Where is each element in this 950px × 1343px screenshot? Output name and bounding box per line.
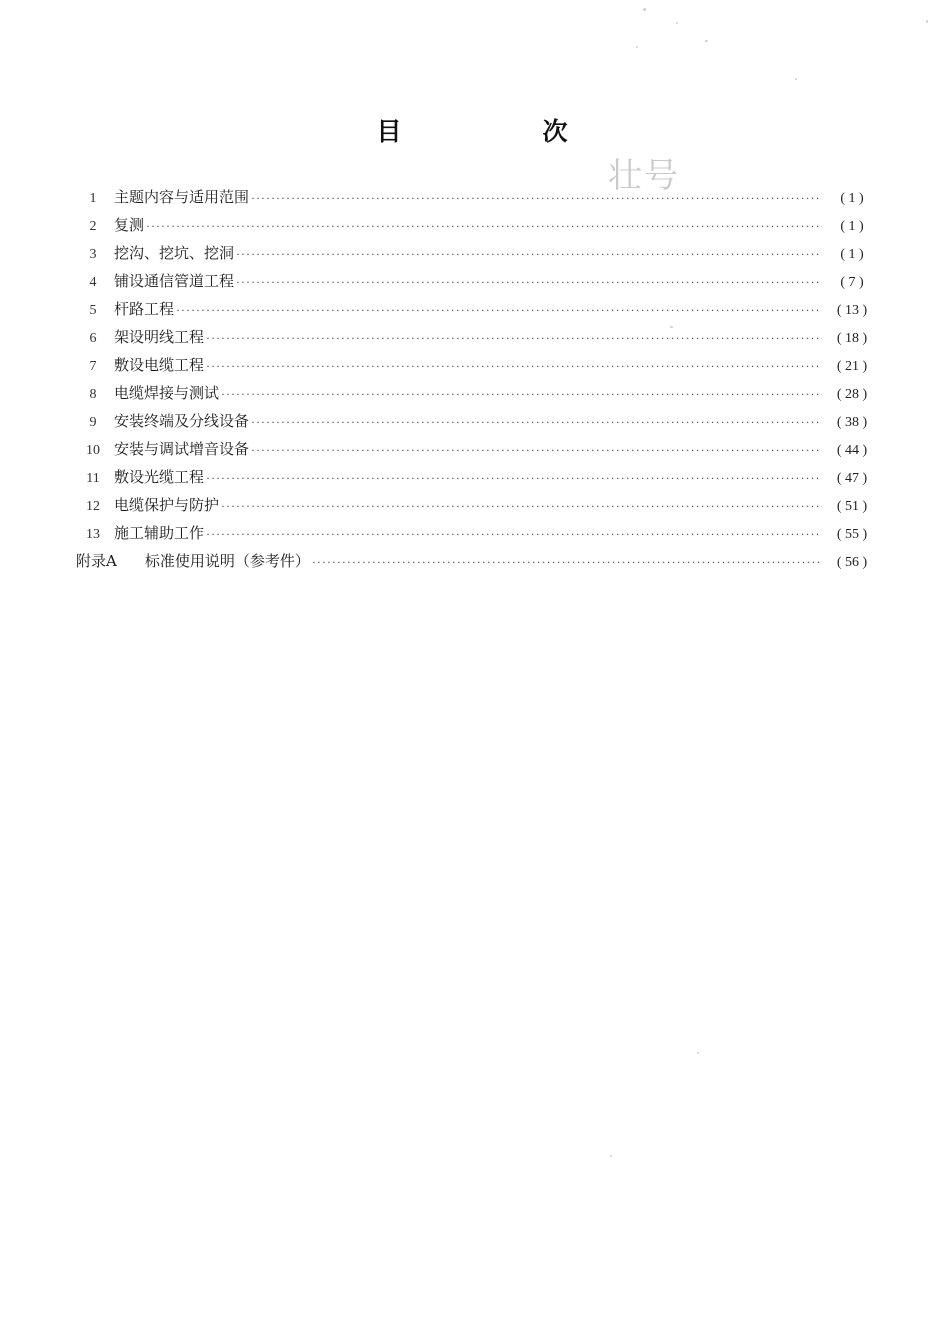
- toc-entry[interactable]: [72, 183, 878, 211]
- toc-entry-page: ( 47 ): [836, 471, 868, 486]
- table-of-contents: [72, 183, 878, 575]
- scan-speck: [926, 20, 928, 23]
- toc-entry-page: ( 38 ): [836, 415, 868, 430]
- toc-entry-number: 9: [89, 415, 97, 430]
- faded-stamp: 壮号: [608, 156, 680, 196]
- dot-leader: [236, 240, 822, 268]
- scan-speck: [670, 326, 673, 328]
- toc-entry[interactable]: [72, 519, 878, 547]
- toc-entry-number: 4: [89, 275, 97, 290]
- toc-entry-number: 2: [89, 219, 97, 234]
- toc-entry-page: ( 1 ): [840, 247, 864, 262]
- toc-entry-title: 电缆焊接与测试: [114, 384, 220, 402]
- dot-leader: [176, 296, 822, 324]
- scan-speck: [697, 1052, 699, 1054]
- dot-leader: [221, 492, 822, 520]
- toc-entry-page: ( 13 ): [836, 303, 868, 318]
- toc-entry-number: 6: [89, 331, 97, 346]
- toc-entry-title: 施工辅助工作: [114, 524, 205, 542]
- toc-entry-page: ( 55 ): [836, 527, 868, 542]
- toc-entry-page: ( 18 ): [836, 331, 868, 346]
- scan-speck: [676, 22, 678, 24]
- toc-entry[interactable]: [72, 351, 878, 379]
- toc-entry-page: ( 7 ): [840, 275, 864, 290]
- toc-entry-page: ( 21 ): [836, 359, 868, 374]
- toc-entry-number: 3: [89, 247, 97, 262]
- toc-entry[interactable]: [72, 267, 878, 295]
- dot-leader: [236, 268, 822, 296]
- page-title: 目 次: [376, 117, 626, 146]
- toc-entry-page: ( 56 ): [836, 555, 868, 570]
- toc-entry[interactable]: [72, 435, 878, 463]
- toc-entry[interactable]: [72, 211, 878, 239]
- toc-entry[interactable]: [72, 407, 878, 435]
- toc-appendix-entry[interactable]: [72, 547, 878, 575]
- scan-speck: [643, 8, 646, 11]
- toc-entry-page: ( 44 ): [836, 443, 868, 458]
- dot-leader: [206, 352, 822, 380]
- toc-entry-title: 架设明线工程: [114, 328, 205, 346]
- dot-leader: [146, 212, 822, 240]
- toc-entry-number: 12: [86, 499, 100, 514]
- toc-entry-page: ( 51 ): [836, 499, 868, 514]
- toc-entry-number: 5: [89, 303, 97, 318]
- toc-entry-title: 铺设通信管道工程: [114, 272, 235, 290]
- toc-entry[interactable]: [72, 463, 878, 491]
- toc-entry-number: 11: [86, 471, 100, 486]
- scan-speck: [636, 46, 638, 48]
- toc-entry-number: 7: [89, 359, 97, 374]
- toc-entry[interactable]: [72, 491, 878, 519]
- scan-speck: [795, 78, 797, 80]
- toc-entry-title: 杆路工程: [114, 300, 175, 318]
- toc-entry-page: ( 1 ): [840, 191, 864, 206]
- toc-entry-title: 主题内容与适用范围: [114, 188, 250, 206]
- toc-entry-title: 安装与调试增音设备: [114, 440, 250, 458]
- scan-speck: [610, 1155, 612, 1157]
- dot-leader: [251, 436, 822, 464]
- dot-leader: [206, 520, 822, 548]
- toc-entry[interactable]: [72, 323, 878, 351]
- appendix-label: 附录A: [76, 552, 117, 570]
- dot-leader: [312, 548, 822, 576]
- toc-entry[interactable]: [72, 379, 878, 407]
- toc-entry-number: 13: [86, 527, 100, 542]
- toc-entry-page: ( 28 ): [836, 387, 868, 402]
- dot-leader: [251, 408, 822, 436]
- toc-entry-number: 1: [89, 191, 97, 206]
- toc-entry-number: 10: [86, 443, 100, 458]
- toc-entry-title: 敷设电缆工程: [114, 356, 205, 374]
- toc-entry-title: 敷设光缆工程: [114, 468, 205, 486]
- dot-leader: [206, 464, 822, 492]
- scan-speck: [705, 40, 708, 42]
- toc-entry-title: 复测: [114, 216, 145, 234]
- toc-entry-number: 8: [89, 387, 97, 402]
- toc-entry-title: 标准使用说明（参考件）: [144, 552, 310, 570]
- dot-leader: [221, 380, 822, 408]
- toc-entry[interactable]: [72, 239, 878, 267]
- dot-leader: [206, 324, 822, 352]
- toc-entry[interactable]: [72, 295, 878, 323]
- toc-entry-title: 安装终端及分线设备: [114, 412, 250, 430]
- toc-entry-title: 电缆保护与防护: [114, 496, 220, 514]
- toc-entry-title: 挖沟、挖坑、挖洞: [114, 244, 235, 262]
- dot-leader: [251, 184, 822, 212]
- toc-entry-page: ( 1 ): [840, 219, 864, 234]
